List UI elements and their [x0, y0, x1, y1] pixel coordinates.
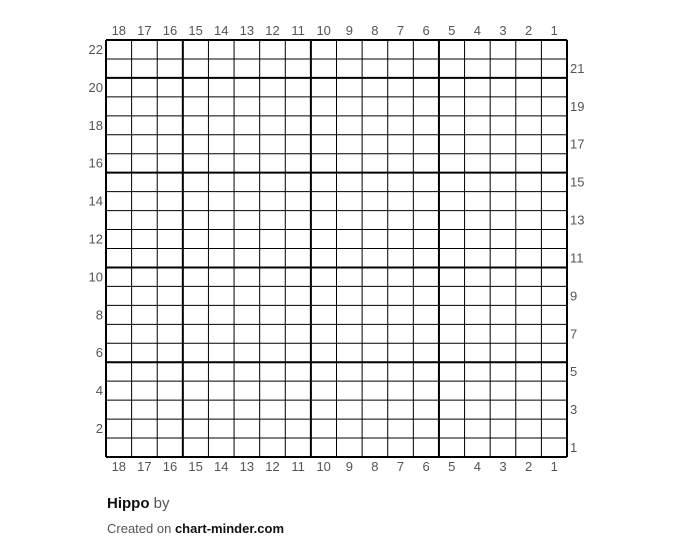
column-number-bottom: 1 [550, 459, 558, 474]
row-number-right: 21 [570, 60, 585, 76]
column-number-bottom: 14 [214, 459, 229, 474]
row-number-left: 10 [88, 269, 103, 285]
column-number-bottom: 15 [188, 459, 203, 474]
column-number-top: 16 [162, 23, 178, 38]
row-number-left: 16 [88, 155, 103, 171]
row-number-right: 9 [570, 288, 578, 304]
row-number-right: 7 [570, 326, 578, 342]
column-number-bottom: 11 [291, 459, 305, 474]
column-number-bottom: 3 [499, 459, 507, 474]
row-number-right: 11 [570, 250, 584, 266]
column-number-top: 1 [550, 23, 558, 38]
column-number-bottom: 13 [239, 459, 255, 474]
row-number-right: 15 [570, 174, 585, 190]
row-number-left: 2 [95, 421, 103, 437]
pattern-name: Hippo [107, 495, 150, 512]
row-numbers-right [570, 61, 584, 455]
column-number-bottom: 9 [345, 459, 353, 474]
row-numbers-left [89, 42, 103, 436]
column-number-bottom: 2 [524, 459, 533, 474]
row-number-left: 4 [95, 383, 103, 399]
row-number-right: 17 [570, 136, 585, 152]
column-number-top: 5 [448, 23, 456, 38]
row-number-left: 12 [88, 231, 103, 247]
column-number-top: 9 [345, 23, 353, 38]
row-number-right: 3 [570, 402, 578, 418]
column-number-bottom: 18 [111, 459, 127, 474]
column-number-top: 14 [214, 23, 229, 38]
row-number-right: 5 [570, 364, 578, 380]
column-number-top: 15 [188, 23, 203, 38]
column-number-top: 12 [265, 23, 280, 38]
column-number-top: 2 [524, 23, 533, 38]
row-number-left: 8 [95, 307, 103, 323]
column-number-top: 10 [316, 23, 331, 38]
by-text: by [153, 495, 170, 512]
created-prefix: Created on [107, 521, 175, 536]
column-number-bottom: 10 [316, 459, 331, 474]
column-number-bottom: 16 [162, 459, 178, 474]
column-number-top: 18 [111, 23, 127, 38]
column-number-top: 13 [239, 23, 255, 38]
row-number-right: 1 [570, 440, 578, 455]
column-number-bottom: 17 [137, 459, 152, 474]
row-number-left: 14 [88, 193, 103, 209]
column-number-top: 3 [499, 23, 507, 38]
column-numbers-bottom [112, 459, 558, 474]
column-number-top: 11 [291, 23, 305, 38]
chart-grid [106, 40, 567, 457]
chart-title [107, 495, 170, 512]
column-number-bottom: 7 [396, 459, 405, 474]
column-number-top: 6 [422, 23, 430, 38]
column-numbers-top [112, 23, 558, 38]
column-number-bottom: 12 [265, 459, 280, 474]
column-number-bottom: 4 [473, 459, 481, 474]
row-number-left: 22 [88, 41, 103, 57]
column-number-bottom: 8 [371, 459, 379, 474]
row-number-right: 13 [570, 212, 585, 228]
row-number-left: 6 [95, 345, 103, 361]
credit-line [107, 521, 284, 536]
row-number-right: 19 [570, 98, 585, 114]
row-number-left: 18 [88, 117, 103, 133]
column-number-top: 7 [396, 23, 405, 38]
row-number-left: 20 [88, 79, 103, 95]
column-number-bottom: 6 [422, 459, 430, 474]
column-number-top: 4 [473, 23, 481, 38]
column-number-top: 17 [137, 23, 152, 38]
site-link[interactable]: chart-minder.com [174, 521, 285, 536]
column-number-top: 8 [371, 23, 379, 38]
column-number-bottom: 5 [448, 459, 456, 474]
